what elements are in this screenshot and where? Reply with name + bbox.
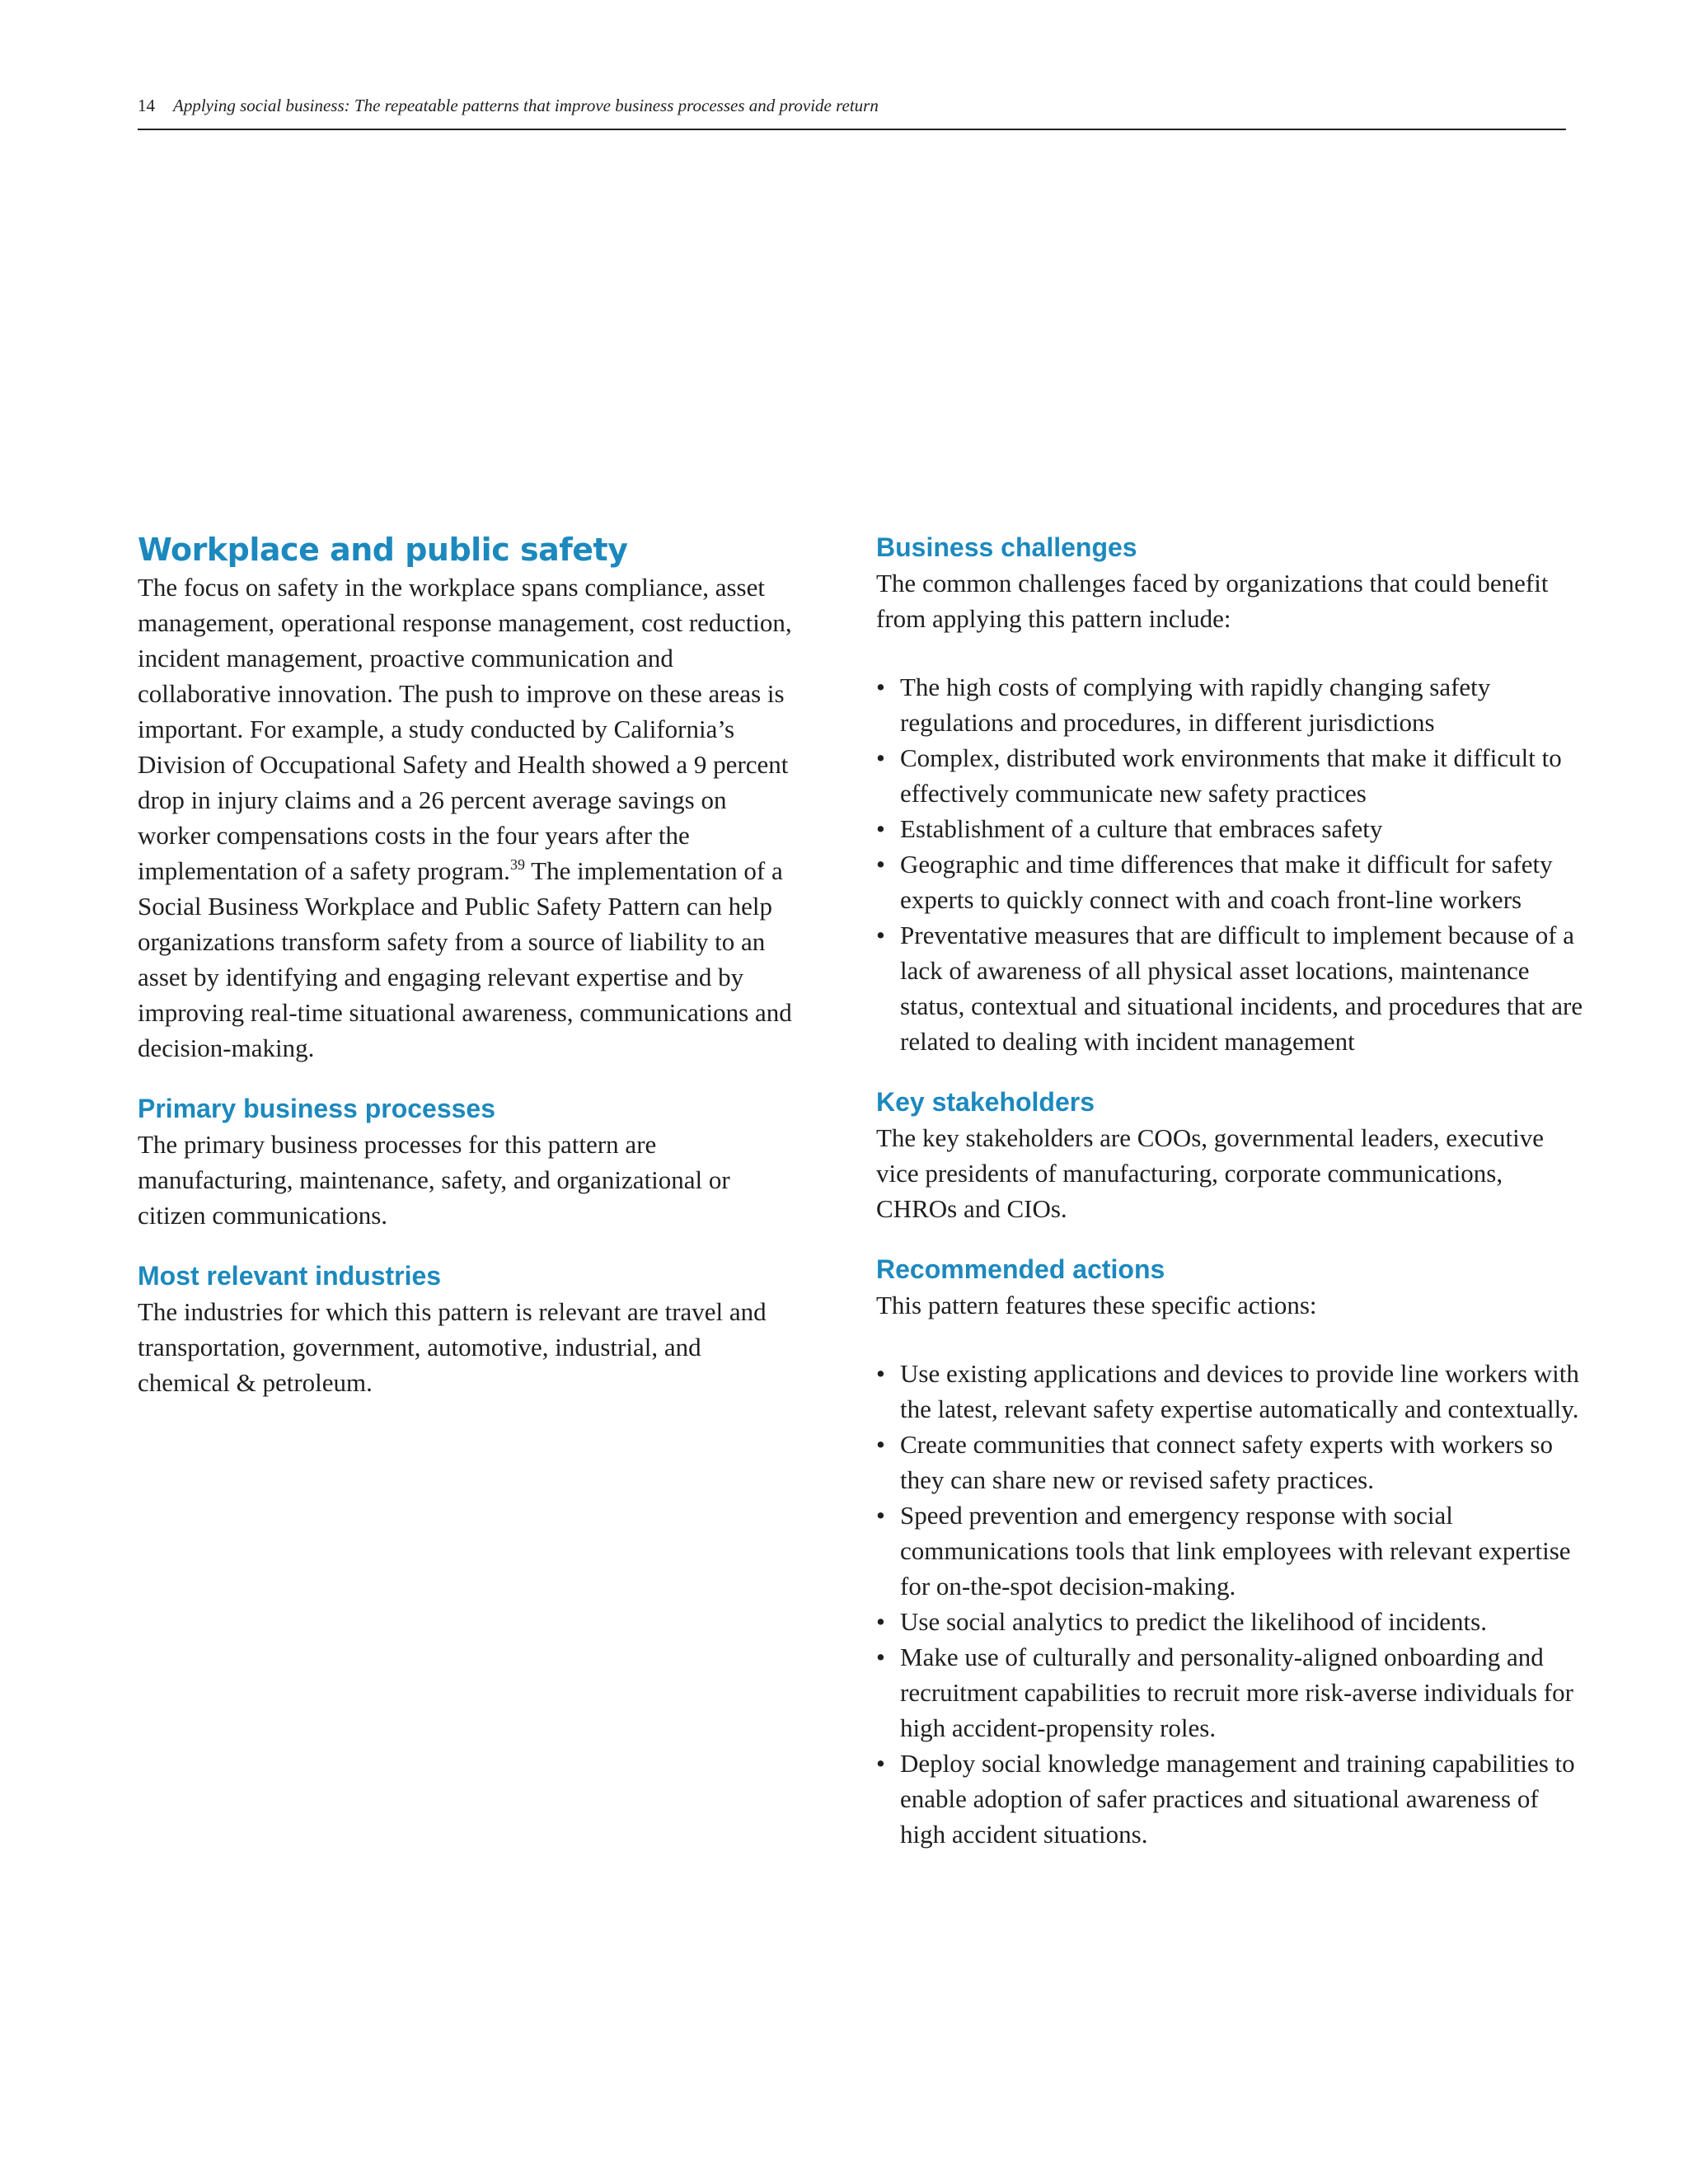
left-column	[138, 530, 797, 1400]
list-item: • Use existing applications and devices to provide line workers with the latest, relevant safety expertise automatically and contextually.	[876, 1356, 1585, 1427]
list-item: • Deploy social knowledge management and training capabilities to enable adoption of safer practices and situational awareness of high accident situations.	[876, 1746, 1585, 1852]
list-item: • Preventative measures that are difficult to implement because of a lack of awareness of all physical asset locations, maintenance status, contextual and situational incidents, and procedures that are related to dealing with incident management	[876, 917, 1585, 1059]
challenges-heading: Business challenges	[876, 532, 1137, 562]
list-item: • Establishment of a culture that embraces safety	[876, 811, 1585, 846]
stakeholders-paragraph: The key stakeholders are COOs, governmental leaders, executive vice presidents of manufacturing, corporate communications, CHROs and CIOs.	[876, 1123, 1544, 1223]
right-column	[876, 530, 1585, 1852]
list-item: • Use social analytics to predict the likelihood of incidents.	[876, 1604, 1585, 1639]
processes-heading: Primary business processes	[138, 1094, 496, 1123]
footnote-marker: 39	[509, 856, 525, 873]
list-item: • Geographic and time differences that make it difficult for safety experts to quickly connect with and coach front-line workers	[876, 846, 1585, 917]
list-item: • Speed prevention and emergency response with social communications tools that link employees with relevant expertise for on-the-spot decision-making.	[876, 1497, 1585, 1604]
list-item: • Complex, distributed work environments that make it difficult to effectively communicate new safety practices	[876, 740, 1585, 811]
industries-paragraph: The industries for which this pattern is relevant are travel and transportation, government, automotive, industrial, and chemical & petroleum.	[138, 1297, 767, 1397]
processes-paragraph: The primary business processes for this pattern are manufacturing, maintenance, safety, and organizational or citizen communications.	[138, 1130, 730, 1230]
intro-text-part1: The focus on safety in the workplace spans compliance, asset management, operational response management, cost reduction, incident management, proactive communication and collaborative innovation. The push to improve on these areas is important. For example, a study conducted by California’s Division of Occupational Safety and Health showed a 9 percent drop in injury claims and a 26 percent average savings on worker compensations costs in the four years after the implementation of a safety program.	[138, 573, 792, 885]
section-title: Workplace and public safety	[138, 532, 628, 568]
document-title: Applying social business: The repeatable patterns that improve business processes and provide return	[173, 96, 879, 115]
running-header	[138, 92, 1566, 130]
page-number: 14	[138, 96, 155, 115]
intro-paragraph	[138, 569, 797, 1066]
actions-intro: This pattern features these specific actions:	[876, 1291, 1317, 1319]
challenges-list	[876, 669, 1585, 1059]
intro-text-part2: The implementation of a Social Business Workplace and Public Safety Pattern can help organizations transform safety from a source of liability to an asset by identifying and engaging relevant expertise and by improving real-time situational awareness, communications and decision-making.	[138, 856, 792, 1062]
industries-heading: Most relevant industries	[138, 1261, 442, 1291]
challenges-intro: The common challenges faced by organizations that could benefit from applying this pattern include:	[876, 569, 1549, 633]
actions-list	[876, 1356, 1585, 1852]
actions-heading: Recommended actions	[876, 1254, 1165, 1284]
list-item: • Create communities that connect safety experts with workers so they can share new or revised safety practices.	[876, 1427, 1585, 1497]
list-item: • The high costs of complying with rapidly changing safety regulations and procedures, in different jurisdictions	[876, 669, 1585, 740]
list-item: • Make use of culturally and personality-aligned onboarding and recruitment capabilities to recruit more risk-averse individuals for high accident-propensity roles.	[876, 1639, 1585, 1746]
stakeholders-heading: Key stakeholders	[876, 1087, 1095, 1117]
